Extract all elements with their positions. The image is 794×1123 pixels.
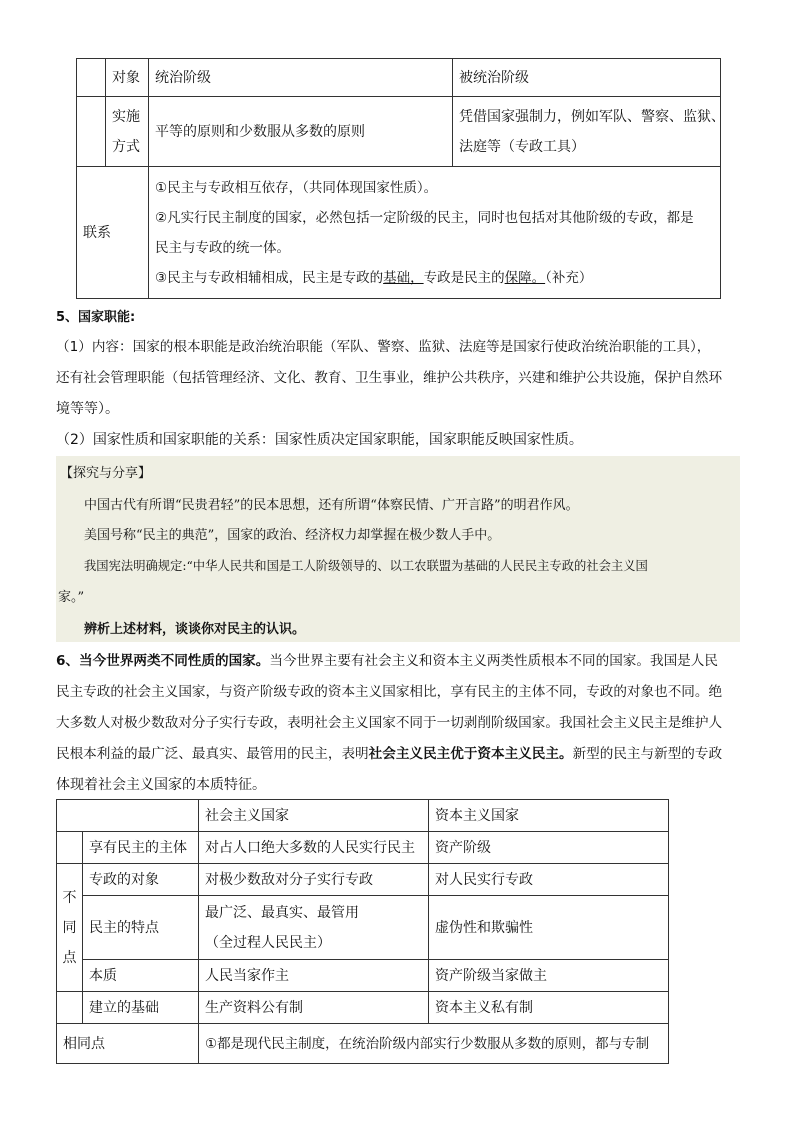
relation-cell: ①民主与专政相互依存，（共同体现国家性质）。 ②凡实行民主制度的国家，必然包括一定阶级的民主，同时也包括对其他阶级的专政，都是 民主与专政的统一体。 ③民主与专政相辅相成，民主是专政的基础，专政是民主的保障。（补充） <box>149 167 721 299</box>
explore-line1: 中国古代有所谓“民贵君轻”的民本思想，还有所谓“体察民情、广开言路”的明君作风。 <box>84 498 579 513</box>
democracy-dictatorship-table <box>76 58 725 299</box>
blank-cell <box>57 992 83 1024</box>
col-capitalist: 资本主义国家 <box>429 800 669 832</box>
socialist-cell: 生产资料公有制 <box>199 992 429 1024</box>
method-ruling-cell: 平等的原则和少数服从多数的原则 <box>149 97 453 167</box>
section6-line3: 大多数人对极少数敌对分子实行专政，表明社会主义国家不同于一切剥削阶级国家。我国社会主义民主是维护人 <box>56 715 723 731</box>
method-label: 实施 方式 <box>106 97 149 167</box>
section6-line4: 民根本利益的最广泛、最真实、最管用的民主，表明社会主义民主优于资本主义民主。新型的民主与新型的专政 <box>56 746 723 762</box>
row-label: 民主的特点 <box>83 896 199 960</box>
section5-para2: （2）国家性质和国家职能的关系：国家性质决定国家职能，国家职能反映国家性质。 <box>56 432 583 448</box>
section6-heading: 6、当今世界两类不同性质的国家。 <box>56 653 270 669</box>
diff-label: 不 同 点 <box>57 864 83 992</box>
section5-heading: 5、国家职能: <box>56 310 136 325</box>
explore-share-box <box>56 456 740 642</box>
col-socialist: 社会主义国家 <box>199 800 429 832</box>
row-label: 本质 <box>83 960 199 992</box>
same-label: 相同点 <box>57 1024 199 1064</box>
capitalist-cell: 资本主义私有制 <box>429 992 669 1024</box>
socialist-cell: 对占人口绝大多数的人民实行民主 <box>199 832 429 864</box>
section6-line2: 民主专政的社会主义国家，与资产阶级专政的资本主义国家相比，享有民主的主体不同，专政的对象也不同。绝 <box>56 684 723 700</box>
explore-title: 【探究与分享】 <box>60 466 152 481</box>
object-label: 对象 <box>106 59 149 97</box>
socialist-cell: 最广泛、最真实、最管用 （全过程人民民主） <box>199 896 429 960</box>
explore-line2: 美国号称“民主的典范”，国家的政治、经济权力却掌握在极少数人手中。 <box>84 528 501 543</box>
blank-cell <box>57 800 199 832</box>
capitalist-cell: 资产阶级当家做主 <box>429 960 669 992</box>
capitalist-cell: 对人民实行专政 <box>429 864 669 896</box>
socialist-cell: 对极少数敌对分子实行专政 <box>199 864 429 896</box>
socialist-cell: 人民当家作主 <box>199 960 429 992</box>
capitalist-cell: 虚伪性和欺骗性 <box>429 896 669 960</box>
blank-cell <box>77 59 106 97</box>
section5-para1-line2: 还有社会管理职能（包括管理经济、文化、教育、卫生事业，维护公共秩序，兴建和维护公共设施，保护自然环 <box>56 370 723 386</box>
explore-question: 辨析上述材料，谈谈你对民主的认识。 <box>84 622 306 637</box>
section6-line5: 体现着社会主义国家的本质特征。 <box>56 777 266 793</box>
explore-line3b: 家。” <box>58 590 85 605</box>
blank-cell <box>57 832 83 864</box>
row-label: 建立的基础 <box>83 992 199 1024</box>
same-text: ①都是现代民主制度，在统治阶级内部实行少数服从多数的原则，都与专制 <box>199 1024 669 1064</box>
row-label: 享有民主的主体 <box>83 832 199 864</box>
section6-line1: 6、当今世界两类不同性质的国家。当今世界主要有社会主义和资本主义两类性质根本不同的国家。我国是人民 <box>56 653 718 669</box>
explore-line3a: 我国宪法明确规定:“中华人民共和国是工人阶级领导的、以工农联盟为基础的人民民主专政的社会主义国 <box>84 559 648 573</box>
section5-para1-line1: （1）内容：国家的根本职能是政治统治职能（军队、警察、监狱、法庭等是国家行使政治统治职能的工具）， <box>56 339 711 355</box>
blank-cell <box>77 97 106 167</box>
object-ruled-cell: 被统治阶级 <box>453 59 721 97</box>
relation-label: 联系 <box>77 167 149 299</box>
row-label: 专政的对象 <box>83 864 199 896</box>
socialist-capitalist-table <box>56 799 669 1064</box>
capitalist-cell: 资产阶级 <box>429 832 669 864</box>
section5-para1-line3: 境等等）。 <box>56 401 119 417</box>
method-ruled-cell: 凭借国家强制力，例如军队、警察、监狱、 法庭等（专政工具） <box>453 97 721 167</box>
object-ruling-cell: 统治阶级 <box>149 59 453 97</box>
